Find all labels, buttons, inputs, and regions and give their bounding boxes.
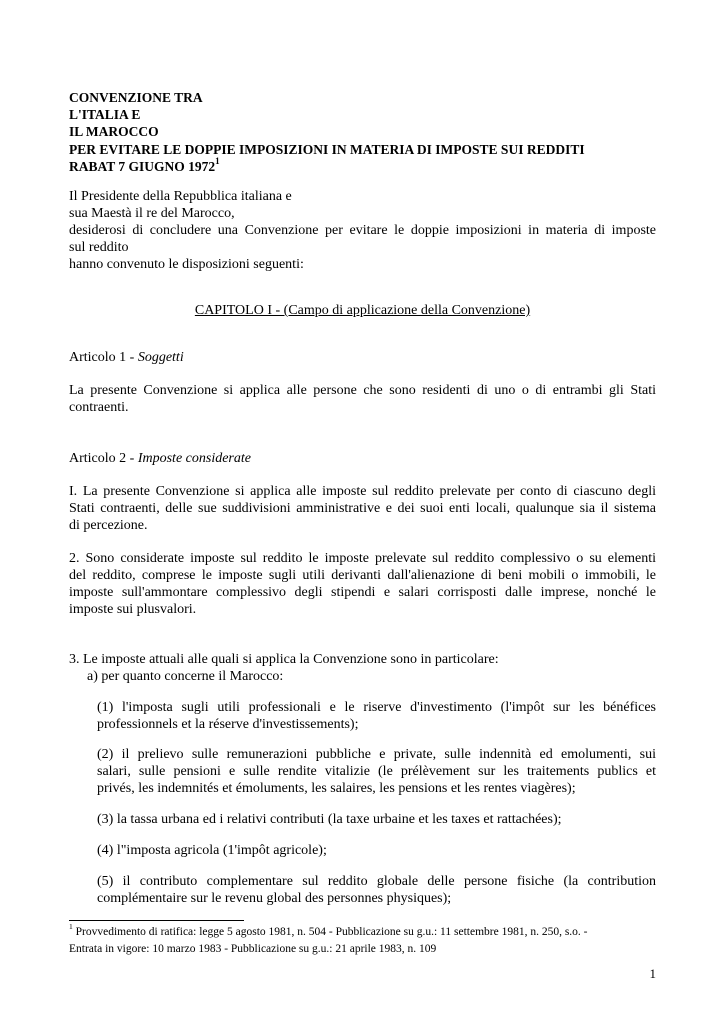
paragraph-line: (4) l"imposta agricola (1'impôt agricole);	[97, 843, 327, 858]
article-heading-subject: Soggetti	[137, 350, 184, 365]
article-heading-text: Articolo 2 -	[69, 451, 138, 466]
title-line: L'ITALIA E	[69, 107, 141, 123]
paragraph-line: 3. Le imposte attuali alle quali si applica la Convenzione sono in particolare:	[69, 652, 499, 667]
paragraph-line: Stati contraenti, delle sue suddivisioni amministrative e dei suoi enti locali, qualunque sia il sistema	[69, 501, 656, 516]
article-2-paragraph-2	[69, 550, 656, 618]
paragraph-line: La presente Convenzione si applica alle persone che sono residenti di uno o di entrambi gli Stati	[69, 383, 656, 398]
title-line: PER EVITARE LE DOPPIE IMPOSIZIONI IN MATERIA DI IMPOSTE SUI REDDITI	[69, 141, 585, 157]
paragraph-line: (3) la tassa urbana ed i relativi contributi (la taxe urbaine et les taxes et rattachées);	[97, 812, 562, 827]
paragraph-line: (1) l'imposta sugli utili professionali e le riserve d'investimento (l'impôt sur les bénéfices	[97, 700, 656, 715]
paragraph-line: contraenti.	[69, 400, 129, 415]
footnote-text: Provvedimento di ratifica: legge 5 agosto 1981, n. 504 - Pubblicazione su g.u.: 11 settembre 1981, n. 250, s.o. -	[72, 926, 588, 938]
paragraph-line: imposte sull'ammontare complessivo degli stipendi e salari corrisposti dalle imprese, nonché le	[69, 585, 656, 600]
paragraph-line: complémentaire sur le revenu global des personnes physiques);	[97, 891, 452, 906]
list-item-5	[97, 873, 656, 907]
list-item-1	[97, 699, 656, 733]
paragraph-line: salari, sulle pensioni e sulle rendite vitalizie (le prélèvement sur les traitements publics et	[97, 764, 656, 779]
preamble-line: sua Maestà il re del Marocco,	[69, 206, 235, 221]
preamble-line: sul reddito	[69, 240, 129, 255]
preamble-line: desiderosi di concludere una Convenzione per evitare le doppie imposizioni in materia di imposte	[69, 223, 656, 238]
title-line	[69, 158, 669, 175]
article-1-text	[69, 382, 656, 416]
document-title	[69, 89, 669, 175]
paragraph-line: privés, les indemnités et émoluments, les salaires, les pensions et les rentes viagères);	[97, 781, 576, 796]
article-1-heading	[69, 349, 656, 366]
paragraph-line: 2. Sono considerate imposte sul reddito le imposte prelevate sul reddito complessivo o su elementi	[69, 551, 656, 566]
list-item-4	[97, 842, 656, 859]
article-heading-text: Articolo 1 -	[69, 350, 138, 365]
footnote-mark: 1	[69, 922, 73, 932]
footnote	[69, 924, 669, 958]
paragraph-line: I. La presente Convenzione si applica alle imposte sul reddito prelevate per conto di ciascuno degli	[69, 484, 656, 499]
preamble-line: Il Presidente della Repubblica italiana e	[69, 189, 292, 204]
title-line: CONVENZIONE TRA	[69, 90, 203, 105]
article-heading-subject: Imposte considerate	[137, 451, 251, 466]
footnote-reference[interactable]: 1	[215, 156, 220, 167]
chapter-heading: CAPITOLO I - (Campo di applicazione della Convenzione)	[194, 303, 531, 318]
preamble	[69, 188, 656, 273]
article-2-paragraph-1	[69, 483, 656, 534]
article-2-paragraph-3	[69, 651, 656, 668]
list-item-2	[97, 746, 656, 797]
paragraph-line: (2) il prelievo sulle remunerazioni pubbliche e private, sulle indennità ed emolumenti, sui	[97, 747, 656, 762]
footnote-separator	[69, 920, 244, 921]
footnote-line	[69, 924, 669, 941]
list-item-3	[97, 811, 656, 828]
page-number: 1	[649, 966, 656, 981]
title-date: RABAT 7 GIUGNO 1972	[69, 158, 216, 174]
preamble-line: hanno convenuto le disposizioni seguenti:	[69, 257, 304, 272]
paragraph-line: imposte sui plusvalori.	[69, 602, 197, 617]
paragraph-line: (5) il contributo complementare sul reddito globale delle persone fisiche (la contribution	[97, 874, 656, 889]
title-line: IL MAROCCO	[69, 124, 159, 140]
article-2-heading	[69, 450, 656, 467]
paragraph-line: di percezione.	[69, 518, 148, 533]
paragraph-line: a) per quanto concerne il Marocco:	[87, 669, 284, 684]
paragraph-line: professionnels et la réserve d'investissements);	[97, 717, 359, 732]
footnote-line: Entrata in vigore: 10 marzo 1983 - Pubblicazione su g.u.: 21 aprile 1983, n. 109	[69, 943, 437, 955]
paragraph-line: del reddito, comprese le imposte sugli utili derivanti dall'alienazione di beni mobili o immobili, le	[69, 568, 656, 583]
subsection-a	[87, 668, 656, 685]
